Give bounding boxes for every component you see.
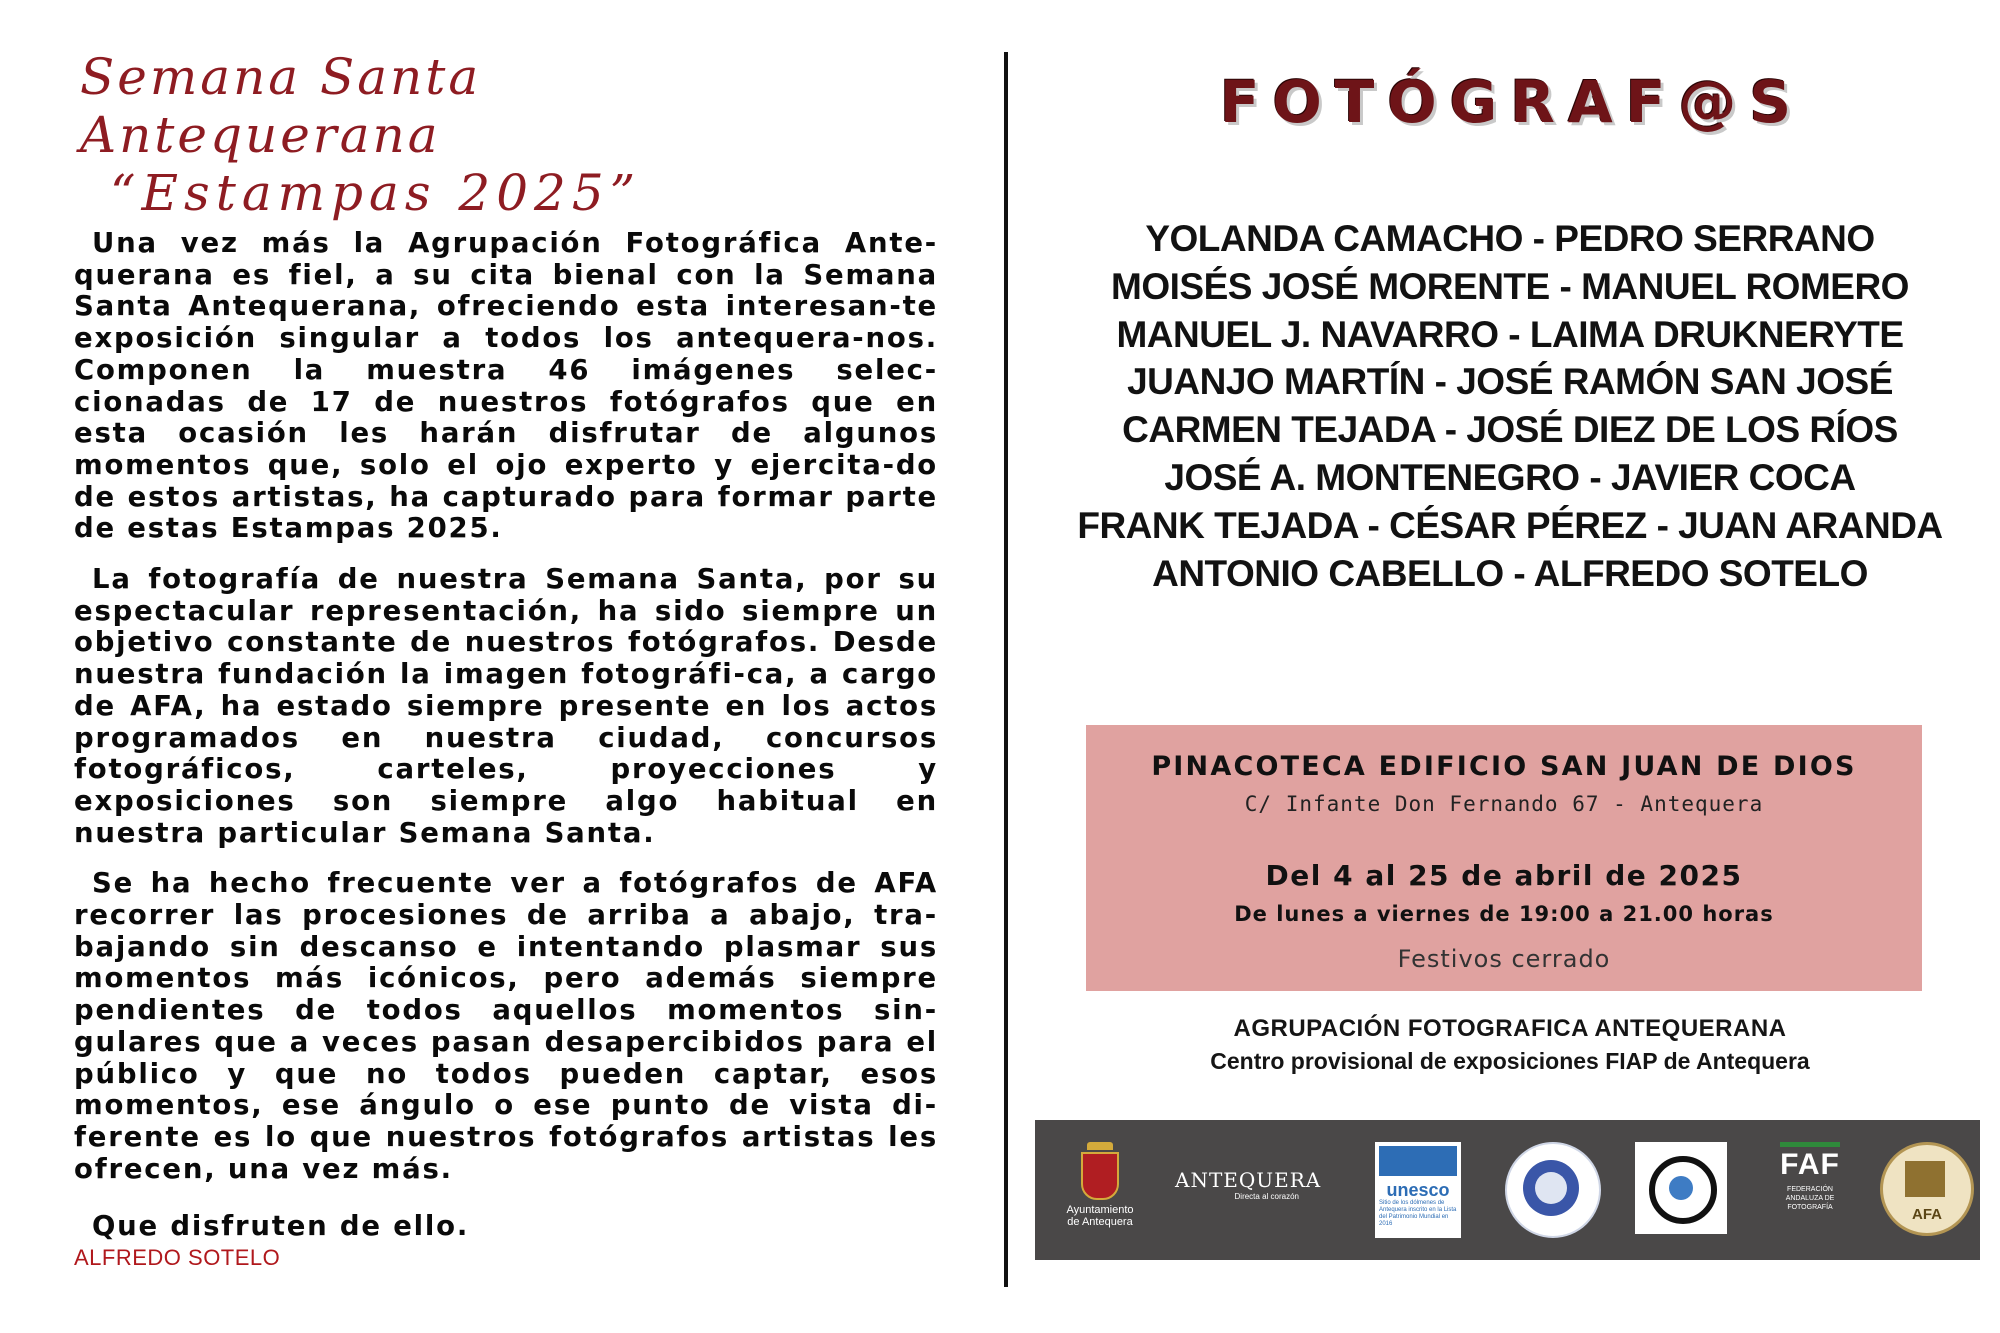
photographers-row: CARMEN TEJADA - JOSÉ DIEZ DE LOS RÍOS [1122,409,1898,451]
photographers-row: JUANJO MARTÍN - JOSÉ RAMÓN SAN JOSÉ [1127,361,1893,403]
faf-stripe-icon [1780,1142,1840,1147]
event-title-line1: Semana Santa Antequerana [80,48,482,164]
event-title-line2: “Estampas 2025” [110,164,642,222]
presentation-text [74,228,938,1262]
afa-label: AFA [1912,1206,1942,1223]
column-divider [1004,52,1008,1287]
faf-caption: FEDERACIÓN ANDALUZA DE FOTOGRAFÍA [1785,1186,1835,1211]
antequera-brand-text-b: QUERA [1238,1168,1322,1192]
exhibition-dates: Del 4 al 25 de abril de 2025 [1265,859,1743,892]
organization-name: AGRUPACIÓN FOTOGRAFICA ANTEQUERANA [1233,1015,1787,1042]
ayuntamiento-label-1: Ayuntamiento [1066,1204,1134,1216]
unesco-temple-icon [1379,1146,1457,1176]
photographers-row: JOSÉ A. MONTENEGRO - JAVIER COCA [1164,456,1856,498]
photographers-row: YOLANDA CAMACHO - PEDRO SERRANO [1145,218,1875,259]
signature: ALFREDO SOTELO [74,1245,281,1270]
organization-subtitle: Centro provisional de exposiciones FIAP de Antequera [1210,1048,1810,1074]
unesco-caption: Sitio de los dólmenes de Antequera inscrito en la Lista del Patrimonio Mundial en 2016 [1379,1200,1457,1227]
photographers-row: MANUEL J. NAVARRO - LAIMA DRUKNERYTE [1116,313,1904,355]
faf-label: FAF [1780,1148,1840,1181]
unesco-label: unesco [1386,1180,1450,1200]
antequera-brand-logo [1175,1142,1322,1264]
venue-info-box [1086,725,1922,991]
fiap-seal-center-icon [1535,1172,1567,1204]
lens-icon [1669,1176,1693,1200]
photographers-list [1060,215,1960,597]
antequera-brand-text-a: ANTE [1175,1168,1239,1192]
event-title [80,48,780,222]
ayuntamiento-label-2: de Antequera [1067,1216,1133,1228]
antequera-tagline: Directa al corazón [1234,1192,1299,1201]
opening-hours: De lunes a viernes de 19:00 a 21.00 horas [1234,902,1774,926]
coat-of-arms-icon [1081,1152,1119,1200]
ayuntamiento-logo [1055,1142,1145,1238]
venue-name: PINACOTECA EDIFICIO SAN JUAN DE DIOS [1151,751,1857,782]
venue-address: C/ Infante Don Fernando 67 - Antequera [1244,792,1764,816]
closing-line: Que disfruten de ello. [92,1210,470,1243]
photographers-row: MOISÉS JOSÉ MORENTE - MANUEL ROMERO [1111,265,1909,307]
camera-icon [1905,1161,1945,1197]
sponsor-logo-bar [1035,1120,1980,1260]
holiday-notice: Festivos cerrado [1397,945,1611,973]
paragraph-1: Una vez más la Agrupación Fotográfica Ante-querana es fiel, a su cita bienal con la Semana Santa Antequerana, ofreciendo esta interesan-te exposición singular a todos los antequera-nos. Componen la muestra 46 imágenes selec-cionadas de 17 de nuestros fotógrafos que en esta ocasión les harán disfrutar de algunos momentos que, solo el ojo experto y ejercita-do de estos artistas, ha capturado para formar parte de estas Estampas 2025. [74,227,938,545]
photographers-row: ANTONIO CABELLO - ALFREDO SOTELO [1152,552,1868,594]
crown-icon [1087,1142,1113,1150]
paragraph-2: La fotografía de nuestra Semana Santa, por su espectacular representación, ha sido siempre un objetivo constante de nuestros fotógrafos. Desde nuestra fundación la imagen fotográfi-ca, a cargo de AFA, ha estado siempre presente en los actos programados en nuestra ciudad, concursos fotográficos, carteles, proyecciones y exposiciones son siempre algo habitual en nuestra particular Semana Santa. [74,563,938,849]
faf-logo [1770,1142,1850,1238]
unesco-logo [1375,1142,1461,1238]
photographers-row: FRANK TEJADA - CÉSAR PÉREZ - JUAN ARANDA [1077,504,1943,546]
photographers-title: FOTÓGRAF@S [1219,68,1805,136]
paragraph-3: Se ha hecho frecuente ver a fotógrafos de AFA recorrer las procesiones de arriba a abajo, tra-bajando sin descanso e intentando plasmar sus momentos más icónicos, pero además siempre pendientes de todos aquellos momentos sin-gulares que a veces pasan desapercibidos para el público y que no todos pueden captar, esos momentos, ese ángulo o ese punto de vista di-ferente es lo que nuestros fotógrafos artistas les ofrecen, una vez más. [74,867,938,1185]
fiap-seal-logo [1505,1142,1601,1238]
afa-logo [1880,1142,1974,1236]
camera-club-logo [1635,1142,1727,1234]
